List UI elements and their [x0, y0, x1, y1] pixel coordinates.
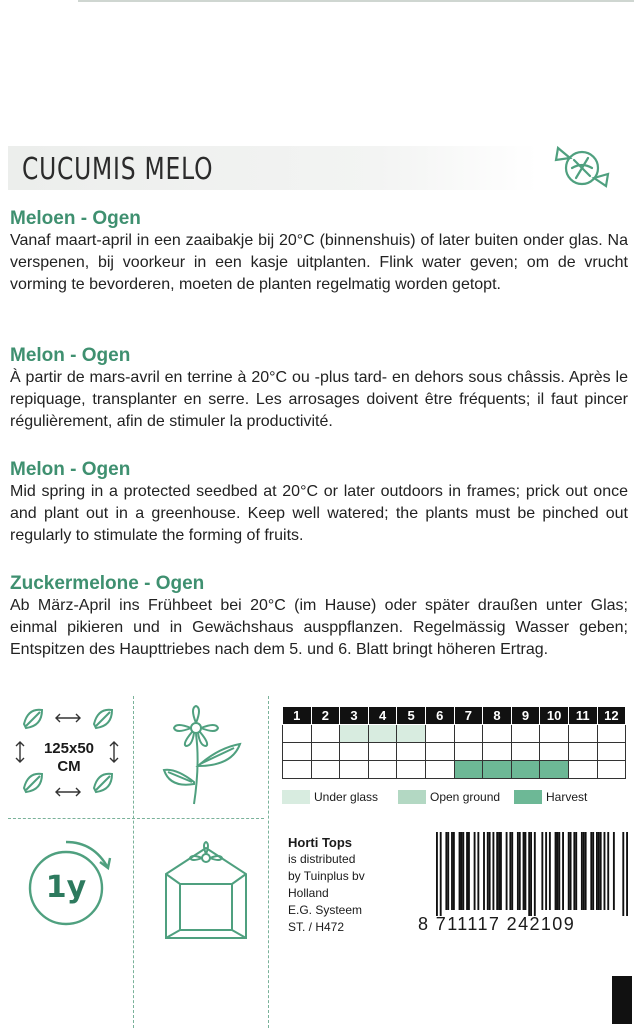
- calendar-cell: [283, 761, 312, 779]
- barcode-bar: [622, 832, 624, 916]
- calendar-cell: [483, 725, 512, 743]
- barcode-bar: [468, 832, 470, 910]
- calendar-month-row: [283, 707, 626, 725]
- barcode-bar: [556, 832, 558, 910]
- calendar-cell: [283, 725, 312, 743]
- edge-mark: [612, 976, 632, 1024]
- calendar-cell: [568, 743, 597, 761]
- barcode-bar: [585, 832, 587, 910]
- calendar-cell: [397, 725, 426, 743]
- barcode-bar: [440, 832, 442, 916]
- calendar-cell: [425, 761, 454, 779]
- barcode-bar: [500, 832, 502, 910]
- barcode-bar: [607, 832, 609, 910]
- barcode-bar: [483, 832, 485, 910]
- section-text: Ab März-April ins Frühbeet bei 20°C (im Hause) oder später draußen unter Glas; einmal pikieren und in Gewächshaus ausppflanzen. Regelmässig Wasser geben; Entspitzen des Haupttriebes nach dem 5. und 6. Blatt bringt höheren Ertrag.: [10, 597, 628, 658]
- distributor-line: E.G. Systeem: [288, 903, 363, 917]
- calendar-cell: [425, 743, 454, 761]
- calendar-cell: [340, 725, 369, 743]
- barcode-bar: [573, 832, 575, 910]
- calendar-cell: [568, 725, 597, 743]
- calendar-cell: [568, 761, 597, 779]
- barcode-bar: [545, 832, 547, 910]
- month-cell: 9: [511, 707, 540, 725]
- barcode-bar: [492, 832, 494, 910]
- barcode-bar: [530, 832, 532, 916]
- section-fr: [10, 345, 628, 433]
- section-de: [10, 573, 628, 661]
- brand-name: Horti Tops: [288, 835, 353, 850]
- barcode-bar: [523, 832, 525, 910]
- barcode-bar: [511, 832, 513, 910]
- legend-swatch: [398, 790, 426, 804]
- barcode-bar: [474, 832, 476, 910]
- greenhouse-icon: [156, 834, 256, 946]
- calendar-cell: [397, 743, 426, 761]
- barcode-bar: [555, 832, 557, 910]
- distributor-line: by Tuinplus bv: [288, 869, 365, 883]
- calendar-cell: [368, 743, 397, 761]
- barcode-bar: [447, 832, 449, 910]
- barcode-bar: [590, 832, 592, 910]
- calendar-cell: [397, 761, 426, 779]
- section-title: Melon - Ogen: [10, 459, 131, 480]
- calendar-cell: [597, 725, 626, 743]
- calendar-cell: [597, 761, 626, 779]
- calendar-cell: [340, 743, 369, 761]
- distributor-line: Holland: [288, 886, 329, 900]
- calendar-cell: [311, 725, 340, 743]
- barcode-bar: [466, 832, 468, 910]
- spacing-label: [26, 740, 112, 776]
- divider: [133, 696, 135, 1028]
- top-divider: [78, 0, 634, 2]
- calendar-cell: [540, 761, 569, 779]
- legend-label: Open ground: [430, 790, 501, 804]
- barcode-bar: [436, 832, 438, 916]
- sowing-calendar: [282, 706, 626, 779]
- section-en: [10, 459, 628, 547]
- calendar-cell: [283, 743, 312, 761]
- month-cell: 4: [368, 707, 397, 725]
- latin-name: CUCUMIS MELO: [22, 152, 214, 187]
- flower-icon: [160, 704, 250, 808]
- barcode-bar: [487, 832, 489, 910]
- barcode-bar: [459, 832, 461, 910]
- barcode-bar: [453, 832, 455, 910]
- barcode-bar: [596, 832, 598, 910]
- section-text: Vanaf maart-april in een zaaibakje bij 20°C (binnenshuis) of later buiten onder glas. Na verspenen, bij voorkeur in een kasje uitplanten. Flink water geven; om de vrucht vorming te bevorderen, moeten de planten regelmatig worden getopt.: [10, 232, 628, 293]
- month-cell: 6: [425, 707, 454, 725]
- calendar-row-harvest: [283, 761, 626, 779]
- divider: [268, 696, 270, 1028]
- legend-label: Harvest: [546, 790, 588, 804]
- barcode-bar: [489, 832, 491, 910]
- distributor-line: is distributed: [288, 852, 356, 866]
- divider: [8, 818, 264, 820]
- calendar-cell: [340, 761, 369, 779]
- barcode-bar: [604, 832, 606, 910]
- barcode-bar: [568, 832, 570, 910]
- barcode-bar: [451, 832, 453, 910]
- barcode-bar: [460, 832, 462, 910]
- barcode-bar: [592, 832, 594, 910]
- barcode-bar: [558, 832, 560, 910]
- barcode-image: [436, 832, 628, 916]
- calendar-row-open-ground: [283, 743, 626, 761]
- barcode-bar: [600, 832, 602, 910]
- calendar-cell: [511, 761, 540, 779]
- barcode-bar: [570, 832, 572, 910]
- calendar-cell: [597, 743, 626, 761]
- barcode-number: 8 711117 242109: [418, 914, 576, 934]
- barcode-bar: [581, 832, 583, 910]
- barcode-bar: [534, 832, 536, 916]
- month-cell: 3: [340, 707, 369, 725]
- barcode-bar: [477, 832, 479, 910]
- barcode-bar: [462, 832, 464, 910]
- barcode-bar: [575, 832, 577, 910]
- calendar-cell: [368, 761, 397, 779]
- melon-slice-icon: [552, 138, 612, 194]
- barcode-bar: [626, 832, 628, 916]
- barcode-bar: [528, 832, 530, 916]
- calendar-cell: [483, 743, 512, 761]
- calendar-cell: [368, 725, 397, 743]
- legend-swatch: [514, 790, 542, 804]
- spacing-size: 125x50: [43, 740, 95, 757]
- month-cell: 8: [483, 707, 512, 725]
- month-cell: 1: [283, 707, 312, 725]
- calendar-cell: [540, 743, 569, 761]
- spacing-unit: CM: [57, 758, 81, 775]
- barcode-bar: [549, 832, 551, 910]
- calendar-cell: [511, 743, 540, 761]
- barcode-bar: [498, 832, 500, 910]
- barcode-bar: [562, 832, 564, 910]
- month-cell: 12: [597, 707, 626, 725]
- section-text: À partir de mars-avril en terrine à 20°C ou -plus tard- en dehors sous châssis. Après le repiquage, transplanter en serre. Les arrosages doivent être fréquents; il faut pincer régulièrement, afin de stimuler la productivité.: [10, 369, 628, 430]
- month-cell: 11: [568, 707, 597, 725]
- month-cell: 10: [540, 707, 569, 725]
- barcode-bar: [524, 832, 526, 910]
- barcode-bar: [517, 832, 519, 910]
- month-cell: 2: [311, 707, 340, 725]
- calendar-cell: [540, 725, 569, 743]
- calendar-cell: [425, 725, 454, 743]
- calendar-cell: [511, 725, 540, 743]
- calendar-row-under-glass: [283, 725, 626, 743]
- distributor-info: [288, 834, 365, 936]
- calendar-cell: [454, 761, 483, 779]
- barcode-bar: [509, 832, 511, 910]
- barcode-bar: [583, 832, 585, 910]
- section-text: Mid spring in a protected seedbed at 20°C or later outdoors in frames; prick out once and plant out in a greenhouse. Keep well watered; the plants must be pinched out regularly to stimulate the forming of fruits.: [10, 483, 628, 544]
- barcode-bar: [445, 832, 447, 910]
- barcode-bar: [506, 832, 508, 910]
- section-title: Zuckermelone - Ogen: [10, 573, 205, 594]
- barcode-bar: [598, 832, 600, 910]
- calendar-cell: [483, 761, 512, 779]
- section-nl: [10, 208, 628, 296]
- calendar-cell: [454, 743, 483, 761]
- barcode-bar: [519, 832, 521, 910]
- barcode-bar: [613, 832, 615, 910]
- lifecycle-label: 1y: [45, 870, 87, 905]
- legend-label: Under glass: [314, 790, 379, 804]
- calendar-cell: [311, 743, 340, 761]
- section-title: Meloen - Ogen: [10, 208, 141, 229]
- month-cell: 5: [397, 707, 426, 725]
- barcode-bar: [541, 832, 543, 910]
- barcode-bar: [496, 832, 498, 910]
- distributor-line: ST. / H472: [288, 920, 345, 934]
- calendar-cell: [454, 725, 483, 743]
- calendar-cell: [311, 761, 340, 779]
- section-title: Melon - Ogen: [10, 345, 131, 366]
- legend-swatch: [282, 790, 310, 804]
- month-cell: 7: [454, 707, 483, 725]
